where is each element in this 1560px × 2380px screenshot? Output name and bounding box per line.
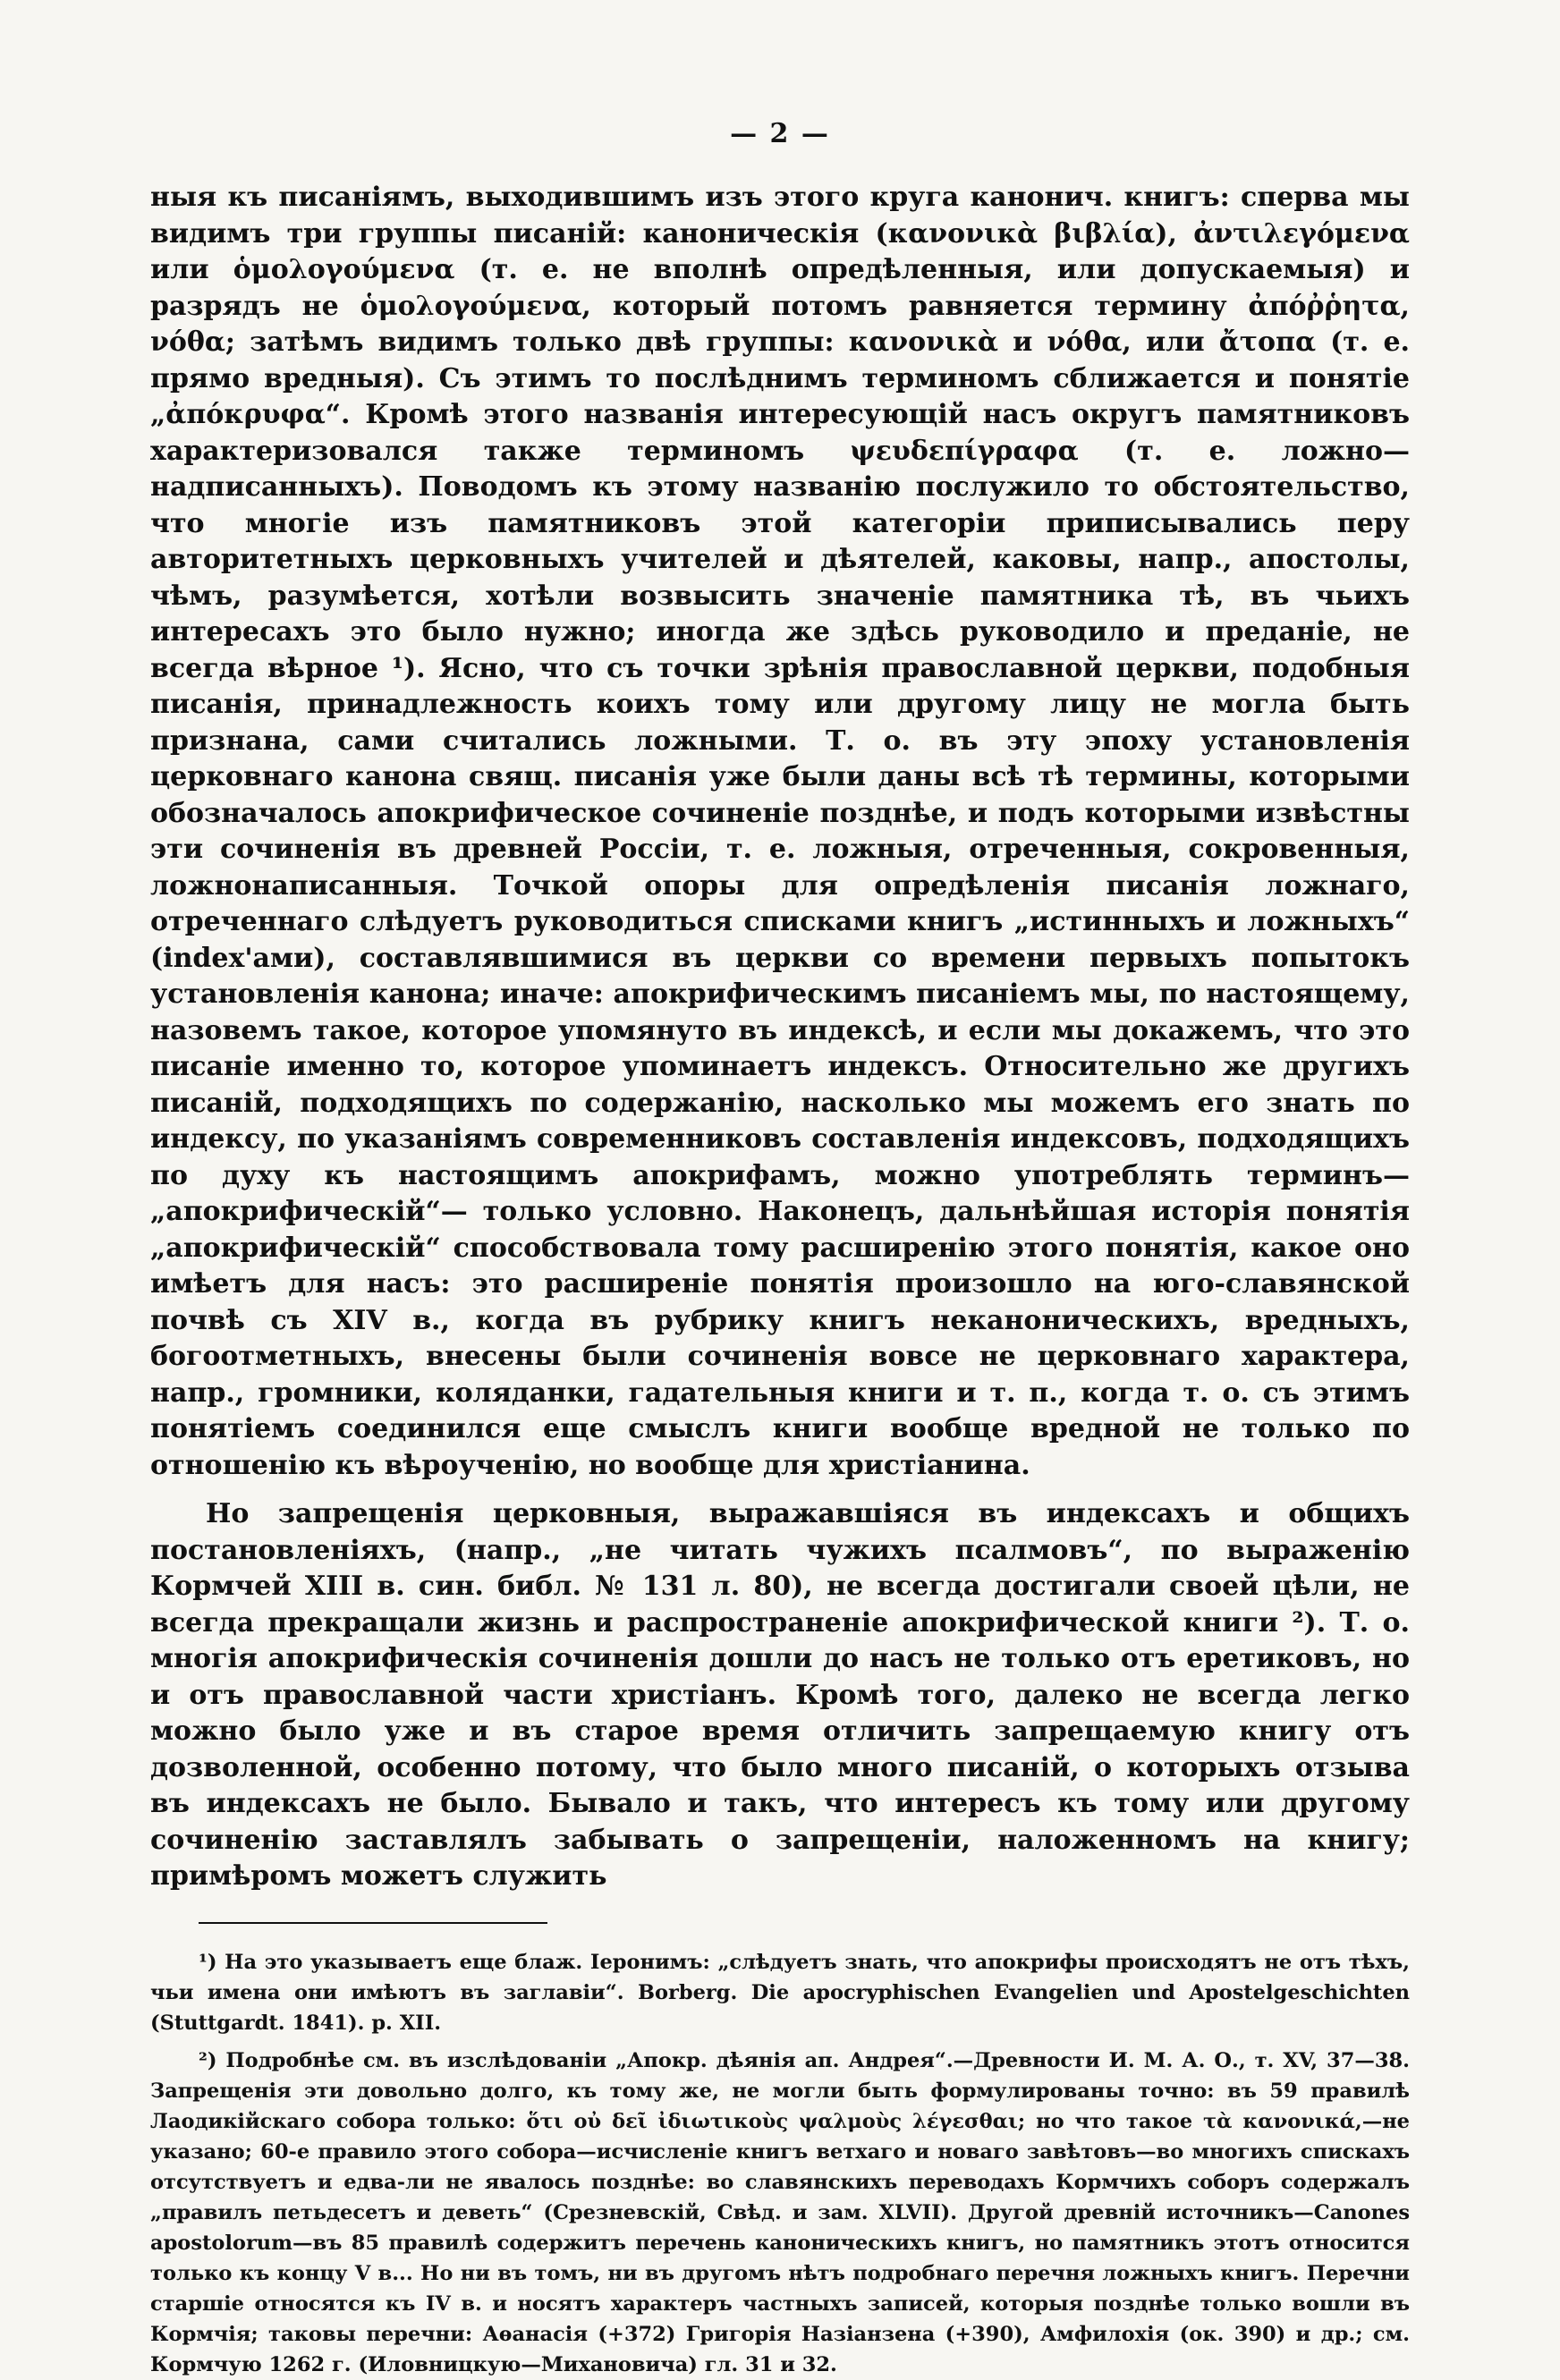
main-text: [150, 180, 1410, 1895]
footnote-divider: [199, 1922, 547, 1924]
paragraph-1: ныя къ писаніямъ, выходившимъ изъ этого круга канонич. книгъ: сперва мы видимъ три группы писаній: каноническія (κανονικὰ βιβλία), ἀντιλεγόμενα или ὁμολογούμενα (т. е. не вполнѣ опредѣленныя, или допускаемыя) и разрядъ не ὁμολογούμενα, который потомъ равняется термину ἀπόῤῥητα, νόθα; затѣмъ видимъ только двѣ группы: κανονικὰ и νόθα, или ἄτοπα (т. е. прямо вредныя). Съ этимъ то послѣднимъ терминомъ сближается и понятіе „ἀπόκρυφα“. Кромѣ этого названія интересующій насъ округъ памятниковъ характеризовался также терминомъ ψευδεπίγραφα (т. е. ложно—надписанныхъ). Поводомъ къ этому названію послужило то обстоятельство, что многіе изъ памятниковъ этой категоріи приписывались перу авторитетныхъ церковныхъ учителей и дѣятелей, каковы, напр., апостолы, чѣмъ, разумѣется, хотѣли возвысить значеніе памятника тѣ, въ чьихъ интересахъ это было нужно; иногда же здѣсь руководило и преданіе, не всегда вѣрное ¹). Ясно, что съ точки зрѣнія православной церкви, подобныя писанія, принадлежность коихъ тому или другому лицу не могла быть признана, сами считались ложными. Т. о. въ эту эпоху установленія церковнаго канона свящ. писанія уже были даны всѣ тѣ термины, которыми обозначалось апокрифическое сочиненіе позднѣе, и подъ которыми извѣстны эти сочиненія въ древней Россіи, т. е. ложныя, отреченныя, сокровенныя, ложнонаписанныя. Точкой опоры для опредѣленія писанія ложнаго, отреченнаго слѣдуетъ руководиться списками книгъ „истинныхъ и ложныхъ“ (index'ами), составлявшимися въ церкви со времени первыхъ попытокъ установленія канона; иначе: апокрифическимъ писаніемъ мы, по настоящему, назовемъ такое, которое упомянуто въ индексѣ, и если мы докажемъ, что это писаніе именно то, которое упоминаетъ индексъ. Относительно же другихъ писаній, подходящихъ по содержанію, насколько мы можемъ его знать по индексу, по указаніямъ современниковъ составленія индексовъ, подходящихъ по духу къ настоящимъ апокрифамъ, можно употреблять терминъ—„апокрифическій“— только условно. Наконецъ, дальнѣйшая исторія понятія „апокрифическій“ способствовала тому расширенію этого понятія, какое оно имѣетъ для насъ: это расширеніе понятія произошло на юго-славянской почвѣ съ XIV в., когда въ рубрику книгъ неканоническихъ, вредныхъ, богоотметныхъ, внесены были сочиненія вовсе не церковнаго характера, напр., громники, коляданки, гадательныя книги и т. п., когда т. о. съ этимъ понятіемъ соединился еще смыслъ книги вообще вредной не только по отношенію къ вѣроученію, но вообще для христіанина.: [150, 182, 1410, 1481]
footnote-1: ¹) На это указываетъ еще блаж. Іеронимъ: „слѣдуетъ знать, что апокрифы происходятъ не отъ тѣхъ, чьи имена они имѣютъ въ заглавіи“. Borberg. Die apocryphischen Evangelien und Apostelgeschichten (Stuttgardt. 1841). p. XII.: [150, 1950, 1410, 2035]
footnotes: [150, 1947, 1410, 2380]
paragraph-2: Но запрещенія церковныя, выражавшіяся въ индексахъ и общихъ постановленіяхъ, (напр., „не читать чужихъ псалмовъ“, по выраженію Кормчей XIII в. син. библ. № 131 л. 80), не всегда достигали своей цѣли, не всегда прекращали жизнь и распространеніе апокрифической книги ²). Т. о. многія апокрифическія сочиненія дошли до насъ не только отъ еретиковъ, но и отъ православной части христіанъ. Кромѣ того, далеко не всегда легко можно было уже и въ старое время отличить запрещаемую книгу отъ дозволенной, особенно потому, что было много писаній, о которыхъ отзыва въ индексахъ не было. Бывало и такъ, что интересъ къ тому или другому сочиненію заставлялъ забывать о запрещеніи, наложенномъ на книгу; примѣромъ можетъ служить: [150, 1498, 1410, 1892]
footnote-2: ²) Подробнѣе см. въ изслѣдованіи „Апокр. дѣянія ап. Андрея“.—Древности И. М. А. О., т. XV, 37—38. Запрещенія эти довольно долго, къ тому же, не могли быть формулированы точно: въ 59 правилѣ Лаодикійскаго собора только: ὅτι οὐ δεῖ ἰδιωτικοὺς ψαλμοὺς λέγεσθαι; но что такое τὰ κανονικά,—не указано; 60-е правило этого собора—исчисленіе книгъ ветхаго и новаго завѣтовъ—во многихъ спискахъ отсутствуетъ и едва-ли не явалось позднѣе: во славянскихъ переводахъ Кормчихъ соборъ содержалъ „правилъ петьдесетъ и деветь“ (Срезневскій, Свѣд. и зам. XLVII). Другой древній источникъ—Canones apostolorum—въ 85 правилѣ содержитъ перечень каноническихъ книгъ, но памятникъ этотъ относится только къ концу V в... Но ни въ томъ, ни въ другомъ нѣтъ подробнаго перечня ложныхъ книгъ. Перечни старшіе относятся къ IV в. и носятъ характеръ частныхъ записей, которыя позднѣе только вошли въ Кормчія; таковы перечни: Аѳанасія (+372) Григорія Назіанзена (+390), Амфилохія (ок. 390) и др.; см. Кормчую 1262 г. (Иловницкую—Михановича) гл. 31 и 32.: [150, 2048, 1410, 2376]
page-number: — 2 —: [730, 118, 830, 149]
